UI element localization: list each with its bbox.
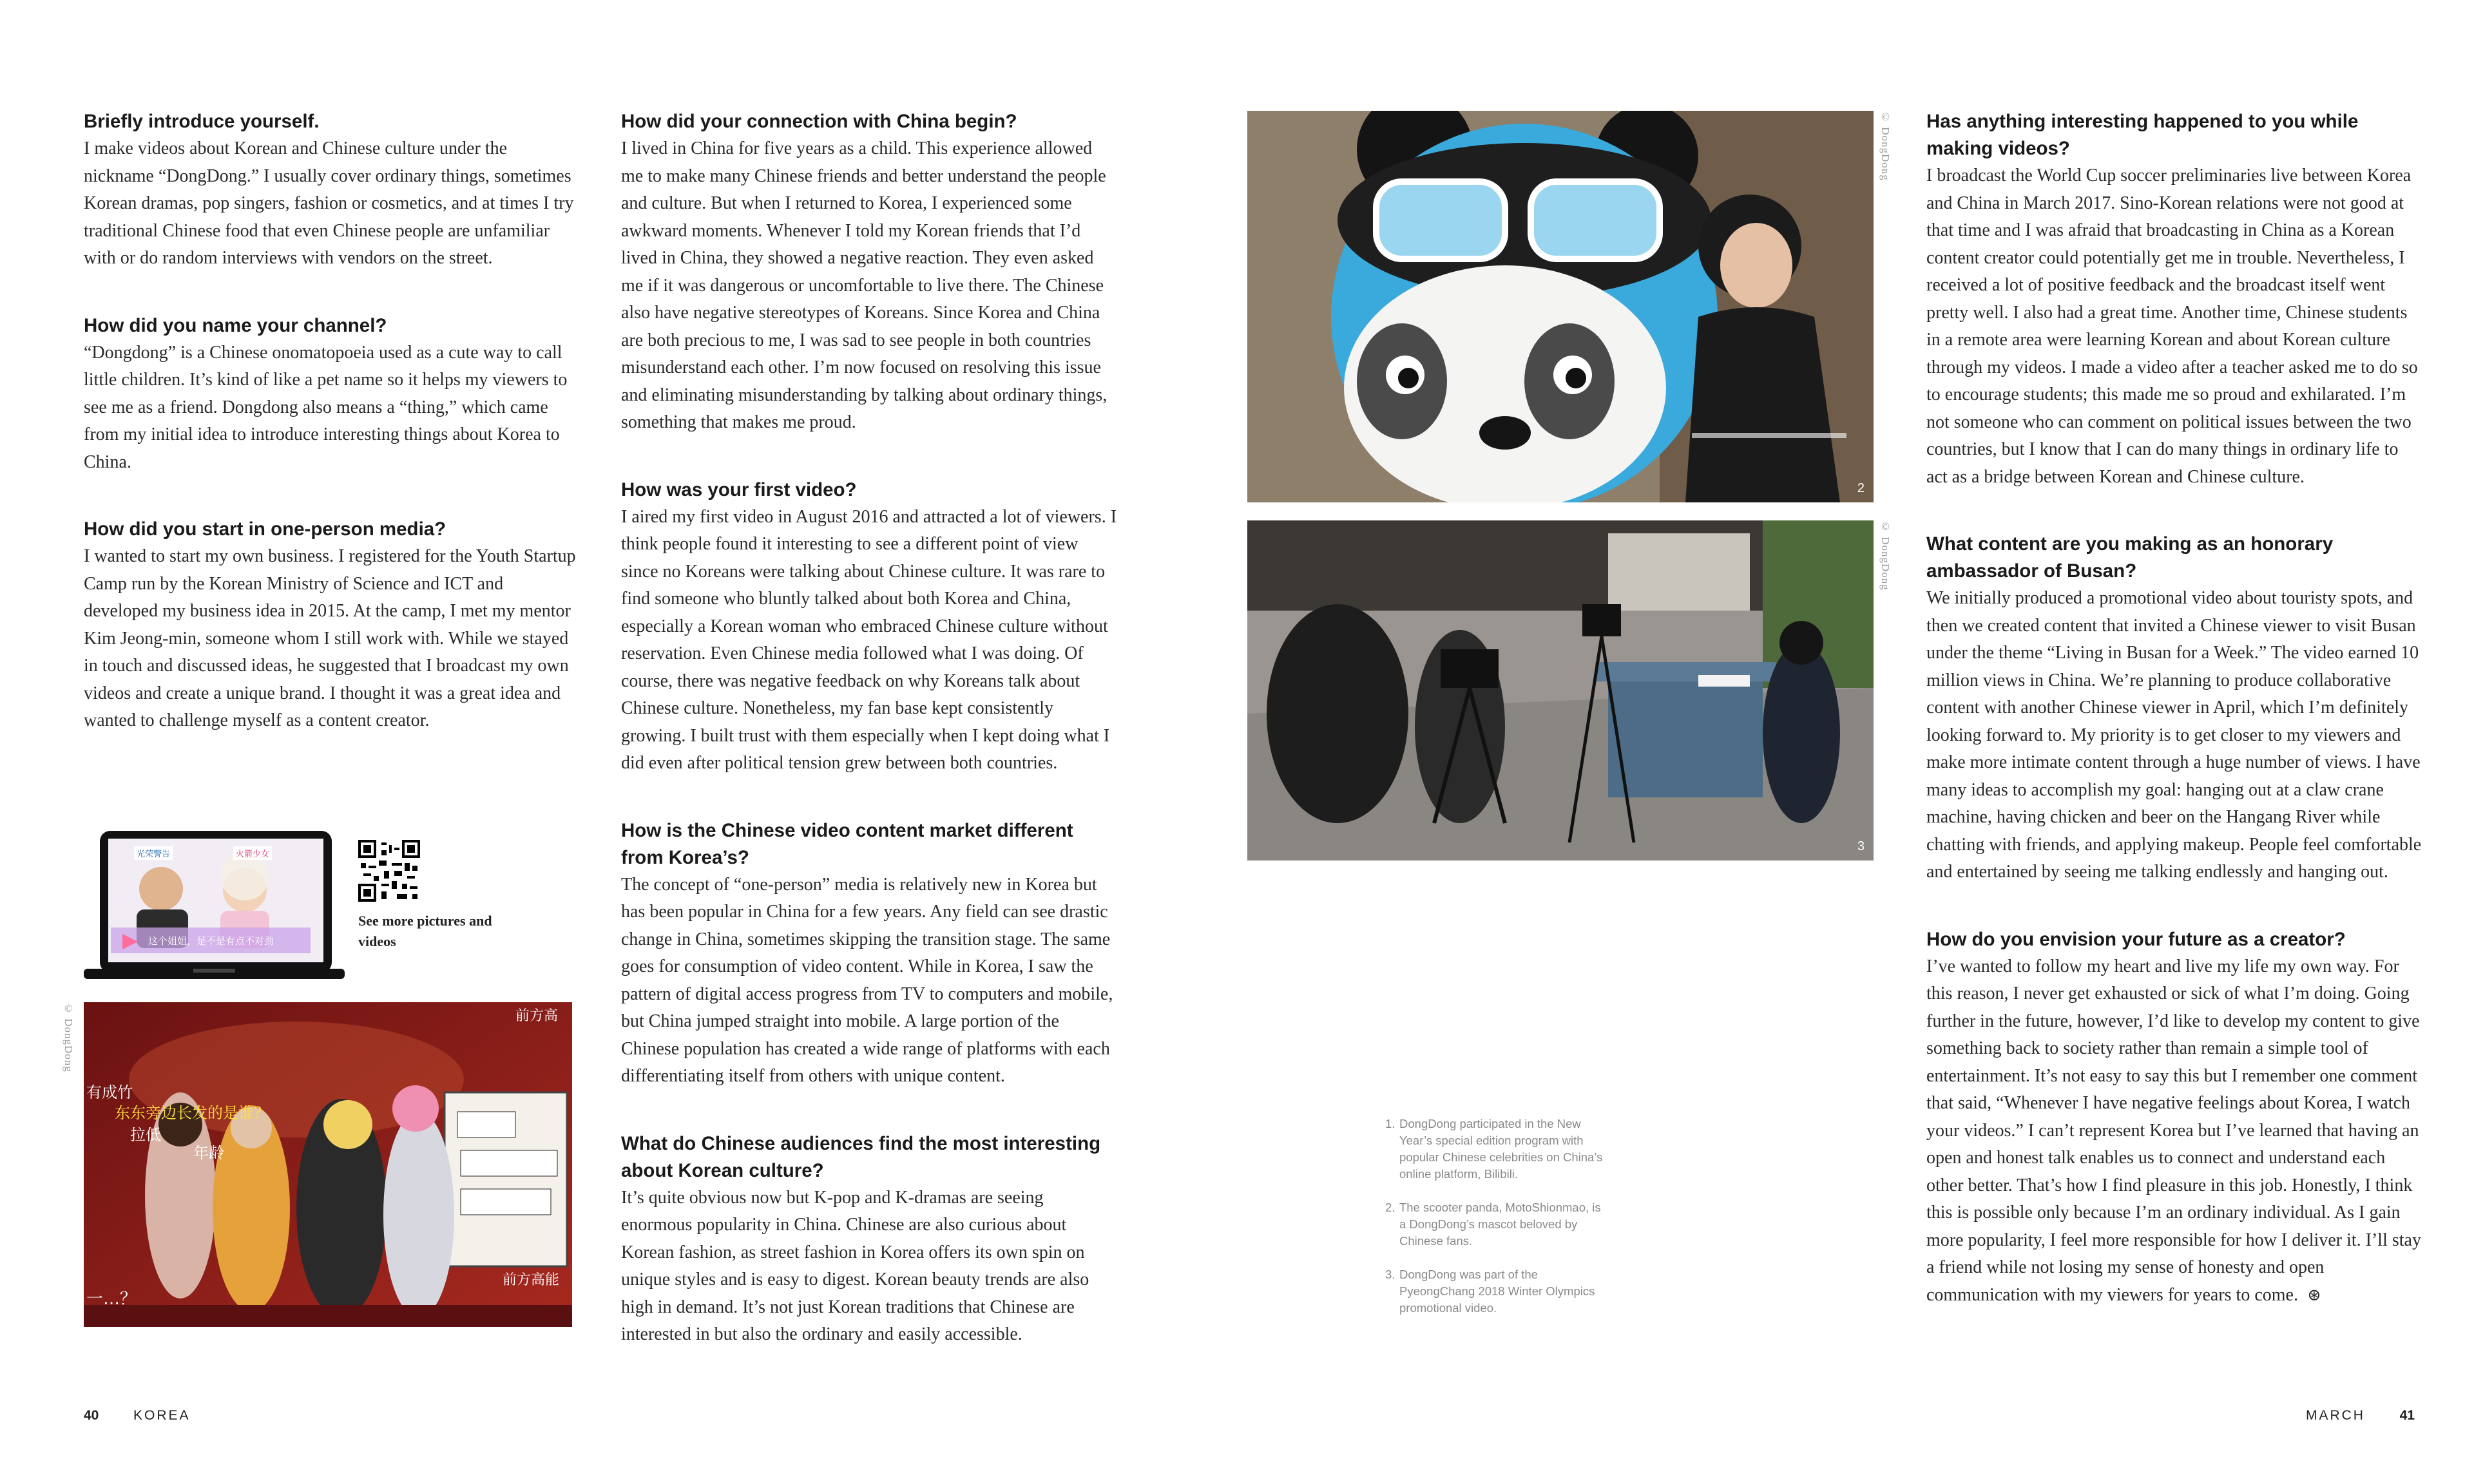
photo-credit: © DongDong [1879,111,1892,181]
answer-text: I broadcast the World Cup soccer preliminaries live between Korea and China in March 2017. Sino-Korean relations were not good at that time and I was afraid that broadcasting in China as a Korean content creator could potentially get me in trouble. Nevertheless, I received a lot of positive feedback and the broadcast itself went pretty well. I also had a great time. Another time, Chinese students in a remote area were learning Korean and about Korean culture through my videos. I made a video after a teacher asked me to do so to encourage students; this made me so proud and exhilarated. I’m not someone who can comment on political issues between the two countries, but I know that I can do many things in ordinary life to act as a bridge between Korean and Chinese culture. [1926,166,2418,487]
column-4 [1926,108,2422,1349]
photo-credit: © DongDong [1879,520,1892,591]
stage-subtitle: 前方高能 [503,1272,560,1288]
qa-block [621,477,1117,777]
qa-block [84,516,580,735]
stage-subtitle: 年龄 [193,1144,224,1162]
caption-number: 2. [1385,1201,1395,1214]
answer-text: I’ve wanted to follow my heart and live my life my own way. For this reason, I never get exhausted or sick of what I’m doing. Going further in the future, however, I’d like to develop my content to give something back to society rather than remain a simple tool of entertainment. It’s not easy to say this but I remember one comment that said, “Whenever I have negative feelings about Korea, I watch your videos.” I can’t represent Korea but I’ve learned that having an open and honest talk enables us to connect and understand each other better. That’s how I find pleasure in this job. Honestly, I think this is possible only because I’m an ordinary individual. As I gain more popularity, I feel more responsible for how I deliver it. I’ll stay a friend while not losing my sense of honesty and open communication with my viewers for years to come. [1926,956,2421,1305]
qa-block [1926,531,2422,886]
column-2 [621,108,1117,1389]
footer-right [2306,1408,2415,1423]
photo-captions [1385,1116,1604,1333]
question-heading: How was your first video? [621,479,857,500]
section-name-right: MARCH [2305,1408,2365,1423]
answer-text: I make videos about Korean and Chinese culture under the nickname “DongDong.” I usually cover ordinary things, sometimes Korean dramas, pop singers, fashion or cosmetics, and at times I try traditional Chinese food that even Chinese people are unfamiliar with or do random interviews with vendors on the street. [84,138,574,268]
stage-subtitle: 拉低 [130,1126,161,1144]
caption-item [1385,1199,1604,1250]
caption-text: DongDong participated in the New Year’s special edition program with popular Chinese celebrities on China’s online platform, Bilibili. [1399,1117,1603,1181]
question-heading: How is the Chinese video content market different from Korea’s? [621,819,1073,868]
qa-block [621,1130,1117,1349]
photo-credit: © DongDong [62,1002,75,1072]
stage-subtitle: 东东旁边长发的是谁？ [115,1104,269,1122]
question-heading: Briefly introduce yourself. [84,111,320,132]
qa-block [84,108,580,272]
photo-number: 3 [1857,839,1865,853]
question-heading: What content are you making as an honorary ambassador of Busan? [1926,533,2334,582]
answer-text: The concept of “one-person” media is relatively new in Korea but has been popular in China for a few years. Any field can see drastic change in China, sometimes skipping the transition stage. The same goes for consumption of video content. While in Korea, I saw the pattern of digital access progress from TV to computers and mobile, but China jumped straight into mobile. A large portion of the Chinese population has created a wide range of platforms with each differentiating itself from others with unique content. [621,874,1113,1086]
caption-item [1385,1116,1604,1183]
answer-text: We initially produced a promotional video about touristy spots, and then we created content that invited a Chinese viewer to visit Busan under the theme “Living in Busan for a Week.” The video earned 10 million views in China. We’re planning to produce collaborative content with another Chinese viewer in April, which I’m definitely looking forward to. My priority is to get closer to my viewers and make more intimate content through a huge number of views. I have many ideas to accomplish my goal: hanging out at a claw crane machine, having chicken and beer on the Hangang River while chatting with friends, and applying makeup. People feel comfortable and entertained by seeing me talking endlessly and hanging out. [1926,588,2422,882]
laptop-tag-right: 火箭少女 [233,846,272,860]
question-heading: How did you name your channel? [84,314,387,336]
photo-panda-mascot [1247,111,1874,502]
see-more-label[interactable]: See more pictures and videos [358,913,492,949]
caption-text: The scooter panda, MotoShionmao, is a DongDong’s mascot beloved by Chinese fans. [1399,1201,1601,1248]
question-heading: What do Chinese audiences find the most interesting about Korean culture? [621,1132,1101,1181]
question-heading: How do you envision your future as a creator? [1926,928,2346,950]
photo-stage [84,1002,572,1327]
photo-number: 2 [1857,481,1865,495]
answer-text: I wanted to start my own business. I registered for the Youth Startup Camp run by the Korean Ministry of Science and ICT and developed my business idea in 2015. At the camp, I met my mentor Kim Jeong-min, someone whom I still work with. While we stayed in touch and discussed ideas, he suggested that I broadcast my own videos and create a unique brand. I thought it was a great idea and wanted to challenge myself as a content creator. [84,546,576,730]
section-name-left: KOREA [133,1408,191,1423]
caption-number: 3. [1385,1268,1395,1281]
stage-subtitle: 前方高 [515,1008,559,1024]
footer-left [84,1408,191,1423]
page-number-right: 41 [2399,1408,2415,1423]
qa-block [1926,926,2422,1309]
answer-text: I aired my first video in August 2016 and attracted a lot of viewers. I think people found it interesting to see a different point of view since no Koreans were talking about Chinese culture. It was rare to find someone who bluntly talked about both Korea and China, especially a Korean woman who embraced Chinese culture without reservation. Even Chinese media followed what I was doing. Of course, there was negative feedback on why Koreans talk about Chinese culture. Nonetheless, my fan base kept consistently growing. I built trust with them especially when I kept doing what I did even after political tension grew between both countries. [621,506,1117,773]
answer-text: “Dongdong” is a Chinese onomatopoeia used as a cute way to call little children. It’s kind of like a pet name so it helps my viewers to see me as a friend. Dongdong also means a “thing,” which came from my initial idea to introduce interesting things about Korea to China. [84,342,568,472]
qr-code[interactable] [358,840,420,902]
qa-block [621,817,1117,1090]
caption-text: DongDong was part of the PyeongChang 2018 Winter Olympics promotional video. [1399,1268,1595,1315]
question-heading: Has anything interesting happened to you while making videos? [1926,111,2359,159]
qa-block [84,312,580,477]
stage-subtitle: 有成竹 [86,1083,133,1101]
laptop-caption: 这个姐姐，是不是有点不对劲 [148,935,274,947]
stage-subtitle: 一…？ [86,1289,137,1309]
end-mark-icon: ⊛ [2306,1285,2321,1304]
question-heading: How did your connection with China begin? [621,111,1017,132]
answer-text: It’s quite obvious now but K-pop and K-dramas are seeing enormous popularity in China. Chinese are also curious about Korean fashion, as street fashion in Korea offers its own spin on unique styles and is easy to digest. Korean beauty trends are also high in demand. It’s not just Korean traditions that Chinese are interested in but also the ordinary and easily accessible. [621,1187,1089,1344]
caption-item [1385,1266,1604,1317]
column-1 [84,108,580,775]
page-number-left: 40 [84,1408,99,1423]
photo-film-set [1247,520,1874,861]
caption-number: 1. [1385,1117,1395,1130]
laptop-illustration [84,831,345,989]
question-heading: How did you start in one-person media? [84,518,446,540]
qa-block [1926,108,2422,491]
laptop-tag-left: 光荣警告 [134,846,173,860]
qa-block [621,108,1117,437]
answer-text: I lived in China for five years as a child. This experience allowed me to make many Chinese friends and better understand the people and culture. But when I returned to Korea, I experienced some awkward moments. Whenever I told my Korean friends that I’d lived in China, they showed a negative reaction. They even asked me if it was dangerous or uncomfortable to live there. The Chinese also have negative stereotypes of Koreans. Since Korea and China are both precious to me, I was sad to see people in both countries misunderstand each other. I’m now focused on resolving this issue and eliminating misunderstanding by talking about ordinary things, something that makes me proud. [621,138,1108,432]
